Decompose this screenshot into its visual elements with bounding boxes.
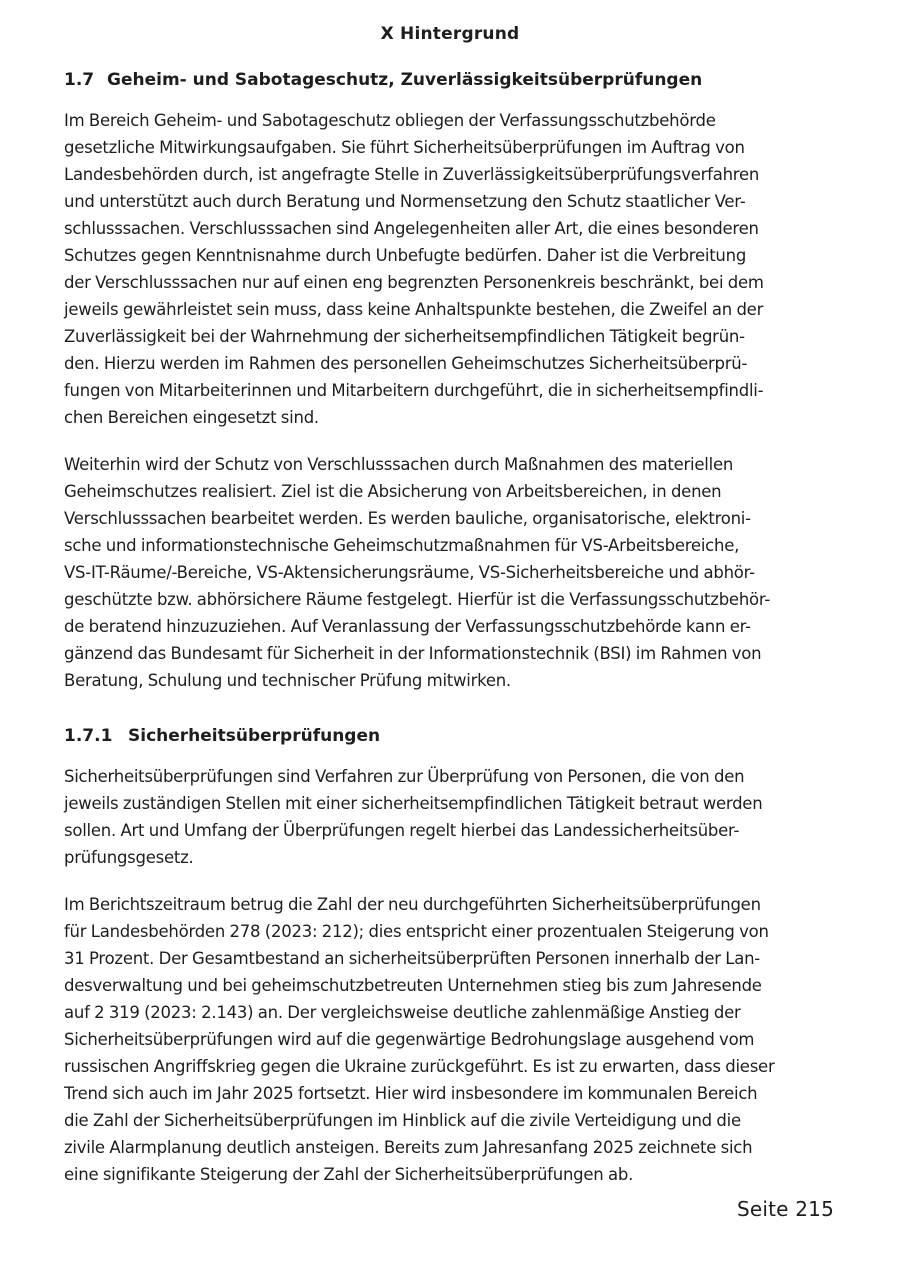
subsection-heading [64, 722, 804, 750]
section-title: Geheim- und Sabotageschutz, Zuverlässigkeitsüberprüfungen [107, 70, 703, 90]
chapter-header: X Hintergrund [380, 24, 520, 44]
section-number: 1.7 [64, 70, 95, 90]
subsection-title: Sicherheitsüberprüfungen [128, 726, 381, 746]
page-number: Seite 215 [736, 1197, 834, 1221]
subsection-paragraph-2: Im Berichtszeitraum betrug die Zahl der neu durchgeführten Sicherheitsüberprüfungen für Landesbehörden 278 (2023: 212); dies entspricht einer prozentualen Steigerung von 31 Prozent. Der Gesamtbestand an sicherheitsüberprüften Personen innerhalb der Lan- desverwaltung und bei geheimschutzbetreuten Unternehmen stieg bis zum Jahresende auf 2 319 (2023: 2.143) an. Der vergleichsweise deutliche zahlenmäßige Anstieg der Sicherheitsüberprüfungen wird auf die gegenwärtige Bedrohungslage ausgehend vom russischen Angriffskrieg gegen die Ukraine zurückgeführt. Es ist zu erwarten, dass dieser Trend sich auch im Jahr 2025 fortsetzt. Hier wird insbesondere im kommunalen Bereich die Zahl der Sicherheitsüberprüfungen im Hinblick auf die zivile Verteidigung und die zivile Alarmplanung deutlich ansteigen. Bereits zum Jahresanfang 2025 zeichnete sich eine signifikante Steigerung der Zahl der Sicherheitsüberprüfungen ab. [64, 895, 775, 1184]
subsection-paragraph-1: Sicherheitsüberprüfungen sind Verfahren zur Überprüfung von Personen, die von den jeweils zuständigen Stellen mit einer sicherheitsempfindlichen Tätigkeit betraut werden sollen. Art und Umfang der Überprüfungen regelt hierbei das Landessicherheitsüber- prüfungsgesetz. [64, 767, 763, 867]
section-heading [64, 66, 804, 94]
section-paragraph-1: Im Bereich Geheim- und Sabotageschutz obliegen der Verfassungsschutzbehörde gesetzliche Mitwirkungsaufgaben. Sie führt Sicherheitsüberprüfungen im Auftrag von Landesbehörden durch, ist angefragte Stelle in Zuverlässigkeitsüberprüfungsverfahren und unterstützt auch durch Beratung und Normensetzung den Schutz staatlicher Ver- schlusssachen. Verschlusssachen sind Angelegenheiten aller Art, die eines besonderen Schutzes gegen Kenntnisnahme durch Unbefugte bedürfen. Daher ist die Verbreitung der Verschlusssachen nur auf einen eng begrenzten Personenkreis beschränkt, bei dem jeweils gewährleistet sein muss, dass keine Anhaltspunkte bestehen, die Zweifel an der Zuverlässigkeit bei der Wahrnehmung der sicherheitsempfindlichen Tätigkeit begrün- den. Hierzu werden im Rahmen des personellen Geheimschutzes Sicherheitsüberprü- fungen von Mitarbeiterinnen und Mitarbeitern durchgeführt, die in sicherheitsempfindli- chen Bereichen eingesetzt sind. [64, 111, 764, 427]
document-body [64, 66, 804, 1188]
subsection-number: 1.7.1 [64, 726, 113, 746]
section-paragraph-2: Weiterhin wird der Schutz von Verschlusssachen durch Maßnahmen des materiellen Geheimschutzes realisiert. Ziel ist die Absicherung von Arbeitsbereichen, in denen Verschlusssachen bearbeitet werden. Es werden bauliche, organisatorische, elektroni- sche und informationstechnische Geheimschutzmaßnahmen für VS-Arbeitsbereiche, VS-IT-Räume/-Bereiche, VS-Aktensicherungsräume, VS-Sicherheitsbereiche und abhör- geschützte bzw. abhörsichere Räume festgelegt. Hierfür ist die Verfassungsschutzbehör- de beratend hinzuzuziehen. Auf Veranlassung der Verfassungsschutzbehörde kann er- gänzend das Bundesamt für Sicherheit in der Informationstechnik (BSI) im Rahmen von Beratung, Schulung und technischer Prüfung mitwirken. [64, 455, 771, 690]
